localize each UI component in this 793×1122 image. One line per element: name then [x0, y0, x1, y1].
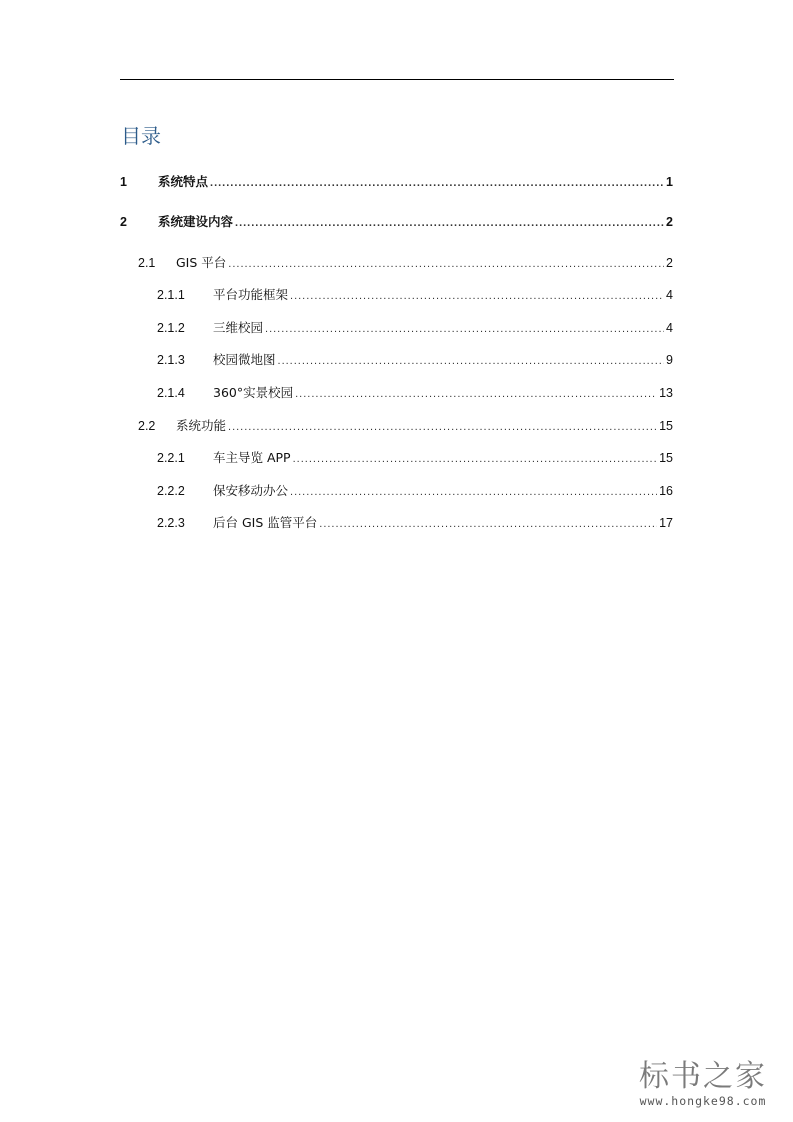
toc-entry[interactable]	[157, 515, 673, 532]
toc-entry[interactable]	[157, 450, 673, 467]
toc-entry-label: 三维校园	[213, 320, 264, 335]
toc-entry-label: 校园微地图	[213, 352, 276, 367]
toc-entry-page: 15	[659, 451, 673, 465]
toc-leader-dots	[228, 419, 657, 435]
toc-entry[interactable]	[157, 352, 673, 369]
toc-entry-number: 2.2.1	[157, 451, 185, 465]
watermark-url: www.hongke98.com	[639, 1094, 767, 1108]
toc-leader-dots	[228, 256, 664, 272]
toc-entry-label: 系统特点	[158, 174, 209, 189]
toc-entry-number: 2.1.4	[157, 386, 185, 400]
toc-entry-page: 2	[666, 256, 673, 270]
toc-entry[interactable]	[157, 483, 673, 500]
toc-entry[interactable]	[120, 174, 673, 191]
toc-entry-page: 1	[666, 175, 673, 189]
toc-entry-page: 16	[659, 484, 673, 498]
toc-entry-number: 2.2.2	[157, 484, 185, 498]
toc-entry-label: 车主导览 APP	[213, 450, 291, 465]
toc-leader-dots	[290, 288, 664, 304]
toc-entry-page: 13	[659, 386, 673, 400]
toc-leader-dots	[293, 451, 657, 467]
toc-entry[interactable]	[120, 214, 673, 231]
toc-entry-label: 后台 GIS 监管平台	[213, 515, 318, 530]
toc-entry-label: 系统建设内容	[158, 214, 234, 229]
toc-entry-page: 9	[666, 353, 673, 367]
toc-entry[interactable]	[138, 418, 673, 435]
toc-entry-label: 保安移动办公	[213, 483, 289, 498]
toc-entry-number: 2.2	[138, 419, 156, 433]
toc-entry-number: 2.1.1	[157, 288, 185, 302]
toc-leader-dots	[265, 321, 664, 337]
toc-leader-dots	[295, 386, 657, 402]
toc-leader-dots	[235, 215, 664, 231]
toc-entry-number: 1	[120, 175, 127, 189]
toc-entry-number: 2.1.3	[157, 353, 185, 367]
toc-entry-page: 4	[666, 321, 673, 335]
toc-entry[interactable]	[157, 287, 673, 304]
toc-entry-label: GIS 平台	[176, 255, 227, 270]
watermark-title: 标书之家	[639, 1059, 767, 1094]
header-rule	[120, 79, 674, 80]
toc-entry-label: 360°实景校园	[213, 385, 294, 400]
toc-entry[interactable]	[157, 385, 673, 402]
toc-entry-number: 2.1	[138, 256, 156, 270]
toc-entry-page: 2	[666, 215, 673, 229]
toc-entry-page: 17	[659, 516, 673, 530]
toc-leader-dots	[278, 353, 665, 369]
toc-entry[interactable]	[157, 320, 673, 337]
toc-title: 目录	[121, 124, 161, 148]
toc-entry-label: 系统功能	[176, 418, 227, 433]
toc-entry-number: 2.1.2	[157, 321, 185, 335]
toc-leader-dots	[290, 484, 657, 500]
toc-entry[interactable]	[138, 255, 673, 272]
toc-entry-number: 2.2.3	[157, 516, 185, 530]
toc-entry-page: 4	[666, 288, 673, 302]
toc-entry-label: 平台功能框架	[213, 287, 289, 302]
toc-leader-dots	[210, 175, 664, 191]
watermark	[623, 1060, 783, 1108]
toc-entry-number: 2	[120, 215, 127, 229]
toc-entry-page: 15	[659, 419, 673, 433]
toc-leader-dots	[319, 516, 657, 532]
